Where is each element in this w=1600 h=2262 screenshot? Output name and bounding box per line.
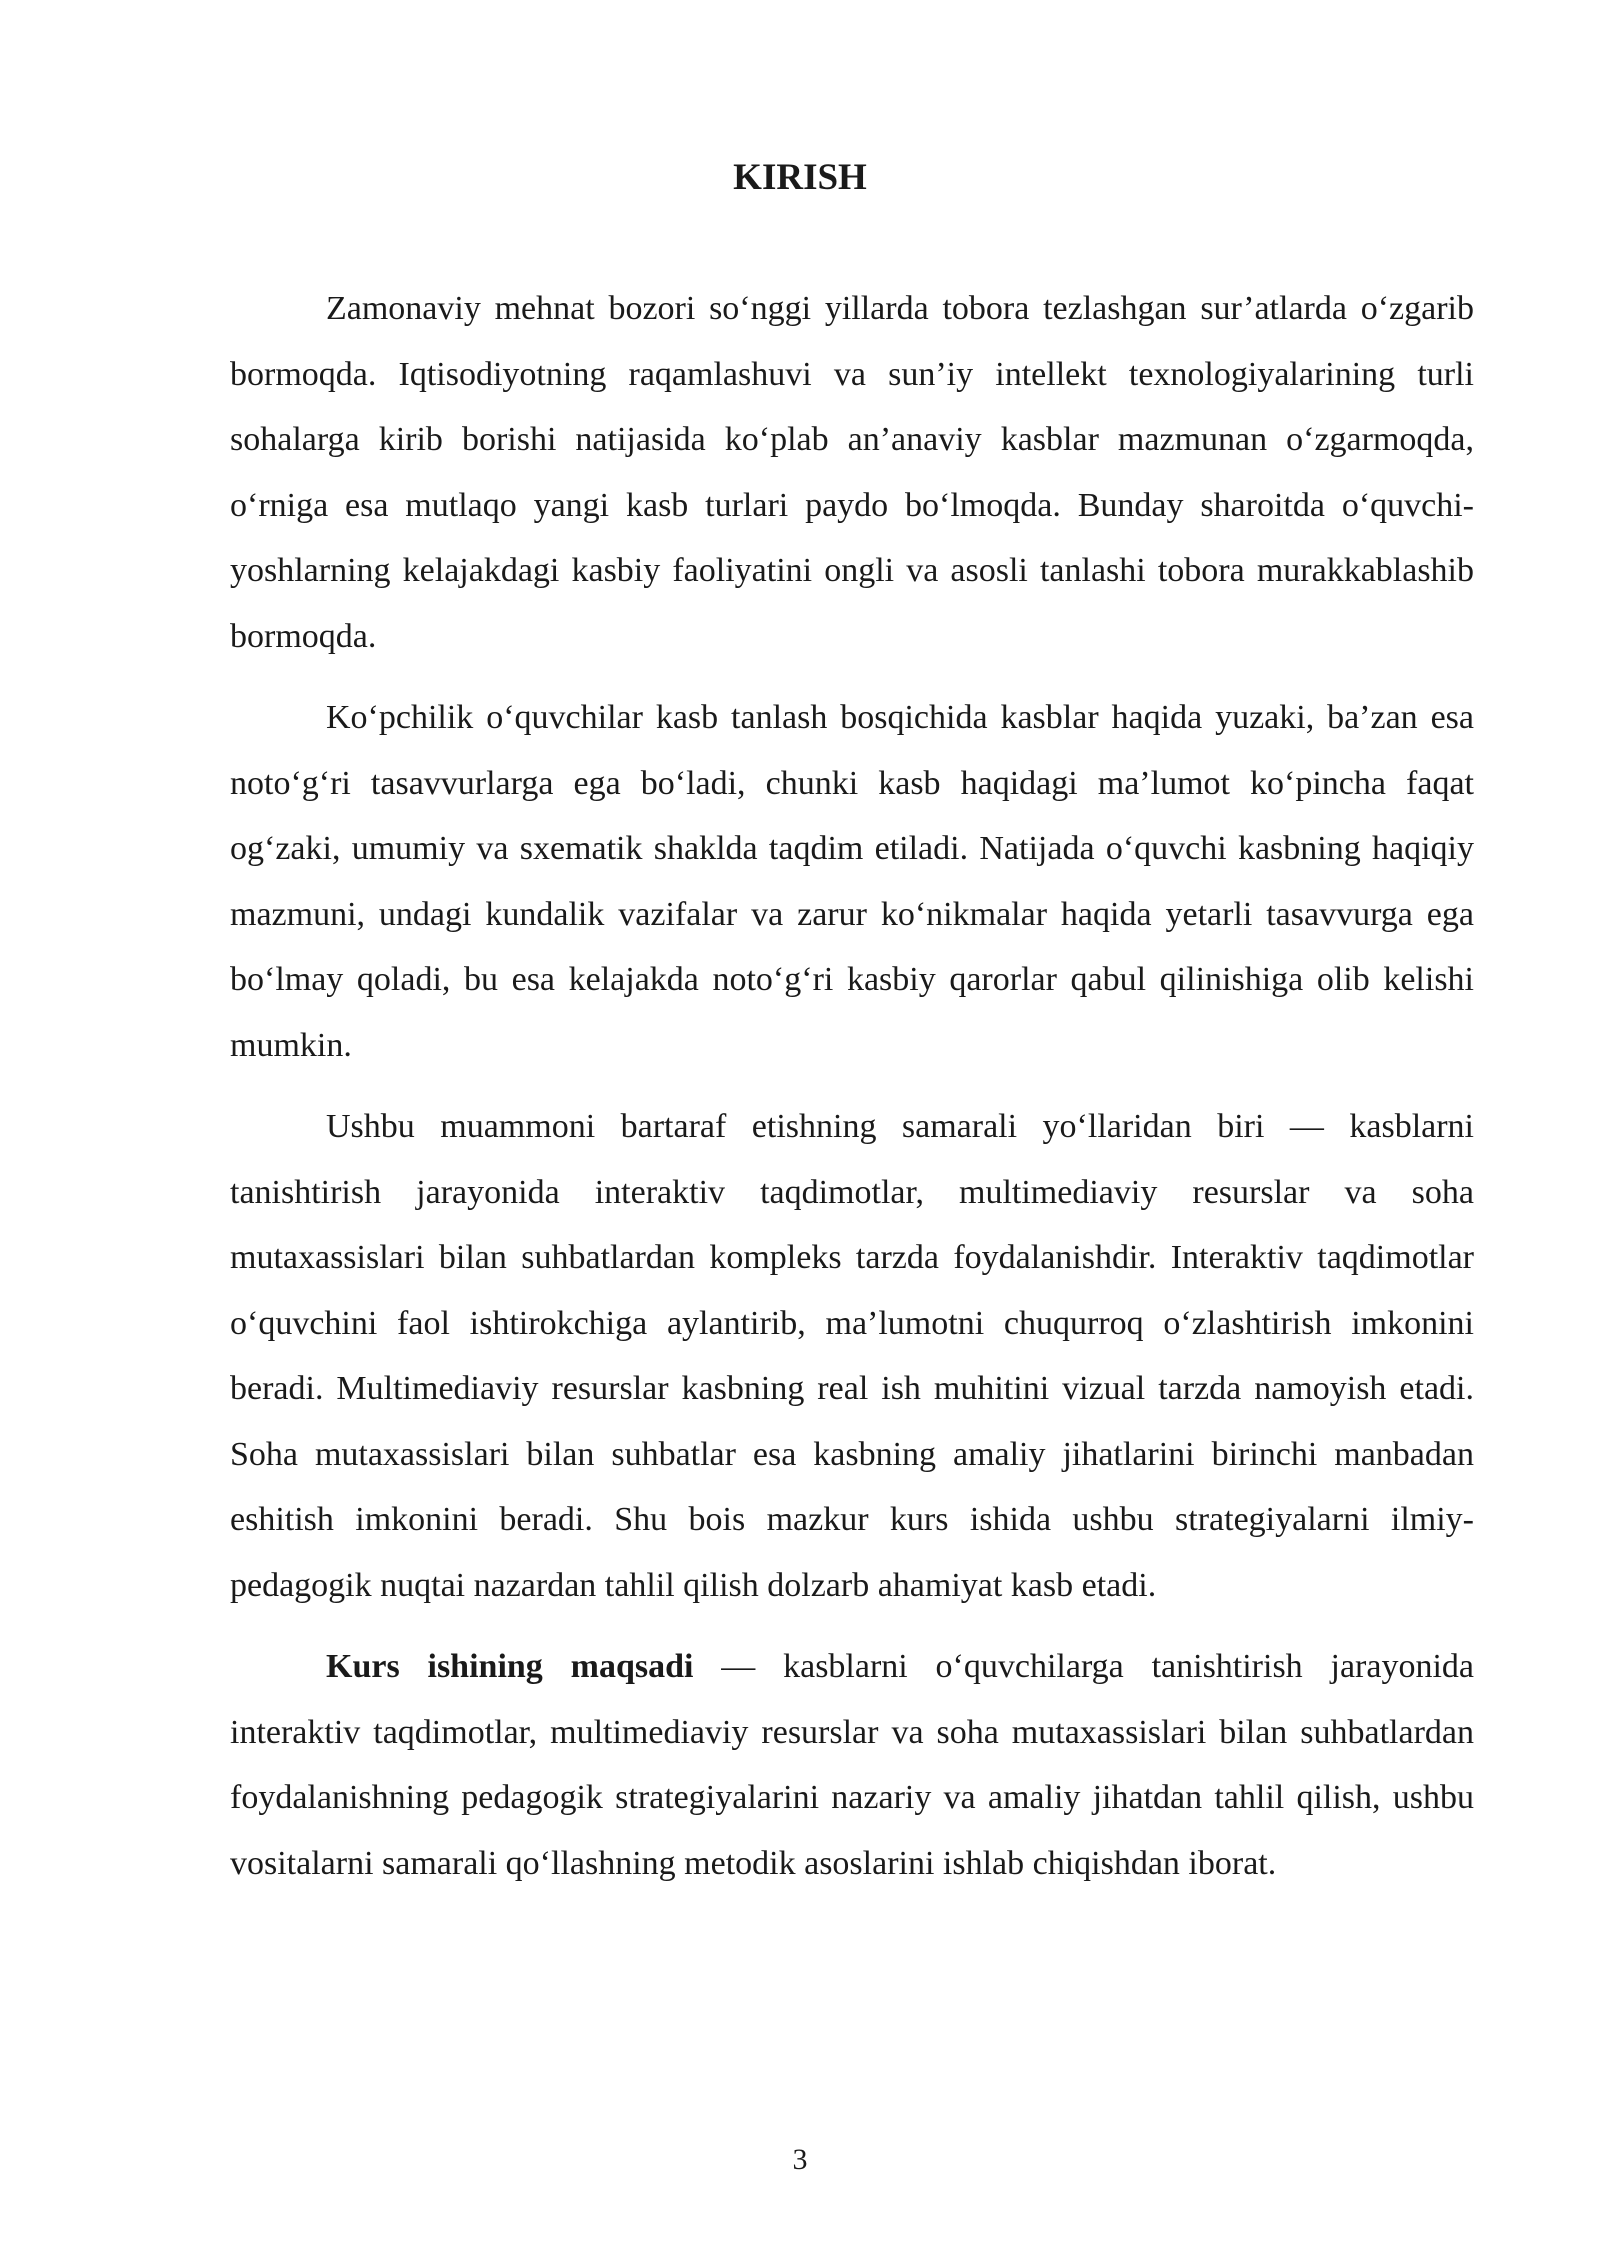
page-title: KIRISH xyxy=(733,157,867,198)
paragraph-goal xyxy=(230,1634,1474,1896)
body-text xyxy=(230,276,1474,1912)
paragraph-1: Zamonaviy mehnat bozori so‘nggi yillarda tobora tezlashgan sur’atlarda o‘zgarib bormoqda. Iqtisodiyotning raqamlashuvi va sun’iy intellekt texnologiyalarining turli sohalarga kirib borishi natijasida ko‘plab an’anaviy kasblar mazmunan o‘zgarmoqda, o‘rniga esa mutlaqo yangi kasb turlari paydo bo‘lmoqda. Bunday sharoitda o‘quvchi-yoshlarning kelajakdagi kasbiy faoliyatini ongli va asosli tanlashi tobora murakkablashib bormoqda. xyxy=(230,290,1474,655)
paragraph-3: Ushbu muammoni bartaraf etishning samarali yo‘llaridan biri — kasblarni tanishtirish jarayonida interaktiv taqdimotlar, multimediaviy resurslar va soha mutaxassislari bilan suhbatlardan kompleks tarzda foydalanishdir. Interaktiv taqdimotlar o‘quvchini faol ishtirokchiga aylantirib, ma’lumotni chuqurroq o‘zlashtirish imkonini beradi. Multimediaviy resurslar kasbning real ish muhitini vizual tarzda namoyish etadi. Soha mutaxassislari bilan suhbatlar esa kasbning amaliy jihatlarini birinchi manbadan eshitish imkonini beradi. Shu bois mazkur kurs ishida ushbu strategiyalarni ilmiy-pedagogik nuqtai nazardan tahlil qilish dolzarb ahamiyat kasb etadi. xyxy=(230,1108,1474,1604)
goal-lead: Kurs ishining maqsadi xyxy=(326,1648,694,1685)
paragraph-2: Ko‘pchilik o‘quvchilar kasb tanlash bosqichida kasblar haqida yuzaki, ba’zan esa noto‘g‘ri tasavvurlarga ega bo‘ladi, chunki kasb haqidagi ma’lumot ko‘pincha faqat og‘zaki, umumiy va sxematik shaklda taqdim etiladi. Natijada o‘quvchi kasbning haqiqiy mazmuni, undagi kundalik vazifalar va zarur ko‘nikmalar haqida yetarli tasavvurga ega bo‘lmay qoladi, bu esa kelajakda noto‘g‘ri kasbiy qarorlar qabul qilinishiga olib kelishi mumkin. xyxy=(230,699,1474,1064)
goal-text: — kasblarni o‘quvchilarga tanishtirish jarayonida interaktiv taqdimotlar, multimediaviy resurslar va soha mutaxassislari bilan suhbatlardan foydalanishning pedagogik strategiyalarini nazariy va amaliy jihatdan tahlil qilish, ushbu vositalarni samarali qo‘llashning metodik asoslarini ishlab chiqishdan iborat. xyxy=(230,1648,1475,1882)
page-number: 3 xyxy=(792,2143,808,2176)
